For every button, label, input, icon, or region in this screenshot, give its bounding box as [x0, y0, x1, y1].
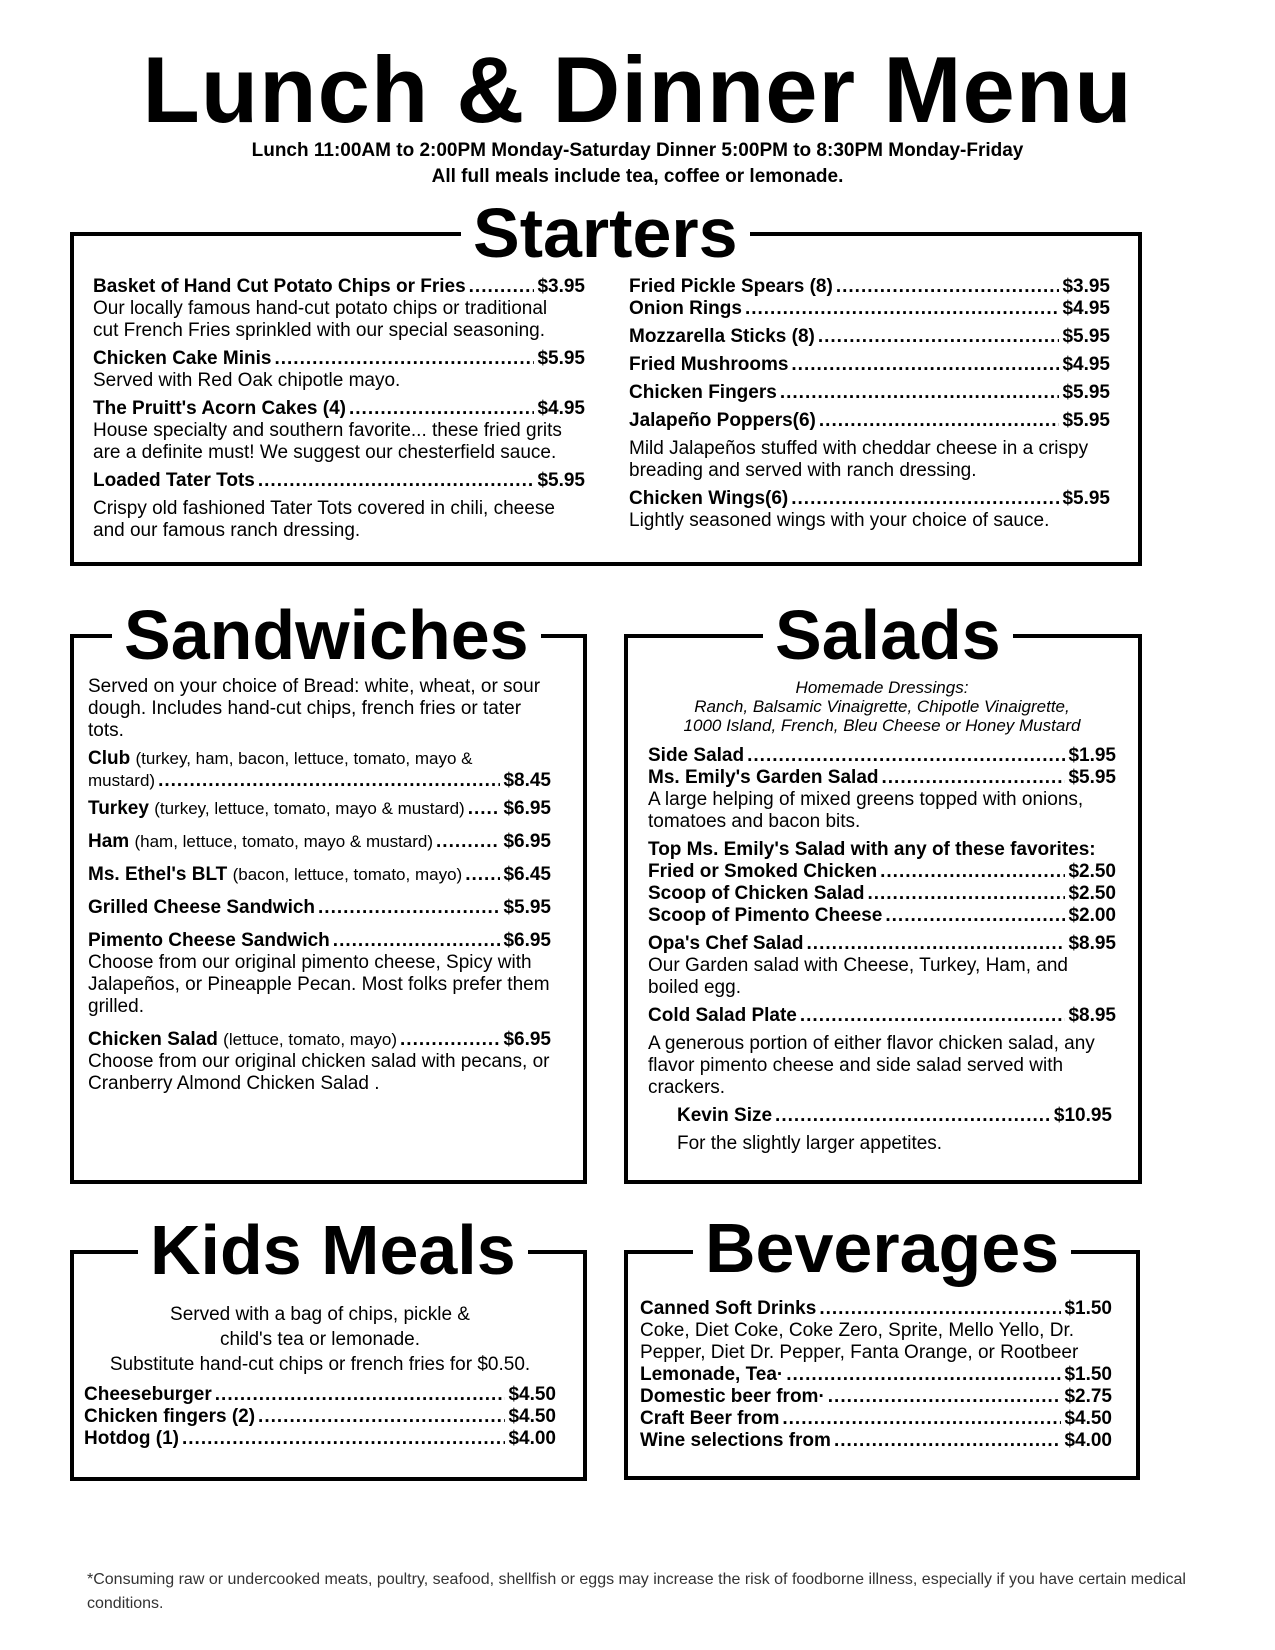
- sandwiches-intro: Served on your choice of Bread: white, wheat, or sour dough. Includes hand-cut chips, french fries or tater tots.: [88, 676, 541, 741]
- menu-item: Chicken Wings(6) ..... $5.95: [629, 488, 1110, 510]
- item-description: Crispy old fashioned Tater Tots covered in chili, cheese and our famous ranch dressing.: [93, 498, 555, 541]
- starters-title: Starters: [461, 198, 750, 268]
- menu-item: Hotdog (1) ..... $4.00: [84, 1428, 556, 1450]
- food-safety-disclaimer: *Consuming raw or undercooked meats, poultry, seafood, shellfish or eggs may increase the risk of foodborne illness, especially if you have certain medical conditions.: [87, 1571, 1186, 1612]
- item-description: Lightly seasoned wings with your choice of sauce.: [629, 510, 1050, 531]
- menu-item: mustard) ..... $8.45: [88, 770, 551, 792]
- menu-item: Pimento Cheese Sandwich ..... $6.95: [88, 930, 551, 952]
- menu-item: Opa's Chef Salad ..... $8.95: [648, 933, 1116, 955]
- menu-item: Turkey (turkey, lettuce, tomato, mayo & mustard) ..... $6.95: [88, 798, 551, 820]
- menu-item: Chicken Salad (lettuce, tomato, mayo) ..... $6.95: [88, 1029, 551, 1051]
- menu-item: Scoop of Chicken Salad ..... $2.50: [648, 883, 1116, 905]
- salads-title: Salads: [763, 600, 1013, 670]
- menu-item: Chicken fingers (2) ..... $4.50: [84, 1406, 556, 1428]
- beverages-title: Beverages: [693, 1213, 1071, 1283]
- menu-item: Club (turkey, ham, bacon, lettuce, tomato, mayo &: [88, 748, 473, 769]
- sandwiches-column: [88, 676, 551, 1095]
- menu-item: Fried Pickle Spears (8) ..... $3.95: [629, 276, 1110, 298]
- beverages-column: [640, 1298, 1112, 1452]
- dressings-list: Ranch, Balsamic Vinaigrette, Chipotle Vinaigrette,: [694, 697, 1070, 716]
- menu-item: Ms. Emily's Garden Salad ..... $5.95: [648, 767, 1116, 789]
- item-description: Mild Jalapeños stuffed with cheddar cheese in a crispy breading and served with ranch dressing.: [629, 438, 1089, 481]
- menu-item: Scoop of Pimento Cheese ..... $2.00: [648, 905, 1116, 927]
- menu-item: Jalapeño Poppers(6) ..... $5.95: [629, 410, 1110, 432]
- item-description: For the slightly larger appetites.: [677, 1133, 943, 1154]
- menu-hours: [0, 138, 1275, 190]
- item-description: A large helping of mixed greens topped with onions, tomatoes and bacon bits.: [648, 789, 1084, 832]
- sandwiches-title: Sandwiches: [112, 600, 541, 670]
- menu-item: Craft Beer from ..... $4.50: [640, 1408, 1112, 1430]
- menu-item: Cheeseburger ..... $4.50: [84, 1384, 556, 1406]
- item-description: Coke, Diet Coke, Coke Zero, Sprite, Mello Yello, Dr. Pepper, Diet Dr. Pepper, Fanta Orange, or Rootbeer: [640, 1320, 1079, 1363]
- menu-item: Ms. Ethel's BLT (bacon, lettuce, tomato, mayo) ..... $6.45: [88, 864, 551, 886]
- menu-item: Chicken Cake Minis ..... $5.95: [93, 348, 585, 370]
- menu-item: Side Salad ..... $1.95: [648, 745, 1116, 767]
- menu-item: Canned Soft Drinks ..... $1.50: [640, 1298, 1112, 1320]
- menu-item: Fried Mushrooms ..... $4.95: [629, 354, 1110, 376]
- dressings-title: Homemade Dressings:: [795, 678, 969, 697]
- menu-item: Onion Rings ..... $4.95: [629, 298, 1110, 320]
- menu-item: Basket of Hand Cut Potato Chips or Fries ..... $3.95: [93, 276, 585, 298]
- item-description: House specialty and southern favorite... these fried grits are a definite must! We suggest our chesterfield sauce.: [93, 420, 562, 463]
- item-description: Choose from our original chicken salad with pecans, or Cranberry Almond Chicken Salad .: [88, 1051, 550, 1094]
- kids-intro: Served with a bag of chips, pickle & child's tea or lemonade. Substitute hand-cut chips or french fries for $0.50.: [109, 1304, 531, 1375]
- menu-item: Chicken Fingers ..... $5.95: [629, 382, 1110, 404]
- item-description: Our locally famous hand-cut potato chips or traditional cut French Fries sprinkled with our special seasoning.: [93, 298, 548, 341]
- salads-column: [648, 678, 1116, 1155]
- kids-title: Kids Meals: [138, 1215, 528, 1285]
- meals-note: All full meals include tea, coffee or lemonade.: [431, 166, 844, 187]
- menu-item: The Pruitt's Acorn Cakes (4) ..... $4.95: [93, 398, 585, 420]
- toppers-title: Top Ms. Emily's Salad with any of these favorites:: [648, 839, 1096, 860]
- menu-item: Ham (ham, lettuce, tomato, mayo & mustard) ..... $6.95: [88, 831, 551, 853]
- menu-title: Lunch & Dinner Menu: [142, 37, 1133, 142]
- dressings-list: 1000 Island, French, Bleu Cheese or Honey Mustard: [683, 716, 1081, 735]
- menu-item: Kevin Size ..... $10.95: [677, 1105, 1112, 1127]
- kevin-size-block: [648, 1105, 1112, 1155]
- menu-item: Cold Salad Plate ..... $8.95: [648, 1005, 1116, 1027]
- menu-item: Lemonade, Tea· ..... $1.50: [640, 1364, 1112, 1386]
- menu-item: Domestic beer from· ..... $2.75: [640, 1386, 1112, 1408]
- item-description: Served with Red Oak chipotle mayo.: [93, 370, 401, 391]
- item-description: Our Garden salad with Cheese, Turkey, Ham, and boiled egg.: [648, 955, 1068, 998]
- item-description: Choose from our original pimento cheese, Spicy with Jalapeños, or Pineapple Pecan. Most folks prefer them grilled.: [88, 952, 550, 1017]
- starters-left-column: [93, 276, 585, 542]
- starters-right-column: [629, 276, 1110, 532]
- menu-item: Fried or Smoked Chicken ..... $2.50: [648, 861, 1116, 883]
- hours-text: Lunch 11:00AM to 2:00PM Monday-Saturday Dinner 5:00PM to 8:30PM Monday-Friday: [251, 140, 1024, 161]
- menu-item: Mozzarella Sticks (8) ..... $5.95: [629, 326, 1110, 348]
- menu-item: Loaded Tater Tots ..... $5.95: [93, 470, 585, 492]
- menu-item: Grilled Cheese Sandwich ..... $5.95: [88, 897, 551, 919]
- menu-item: Wine selections from ..... $4.00: [640, 1430, 1112, 1452]
- kids-column: [84, 1302, 556, 1450]
- item-description: A generous portion of either flavor chicken salad, any flavor pimento cheese and side salad served with crackers.: [648, 1033, 1095, 1098]
